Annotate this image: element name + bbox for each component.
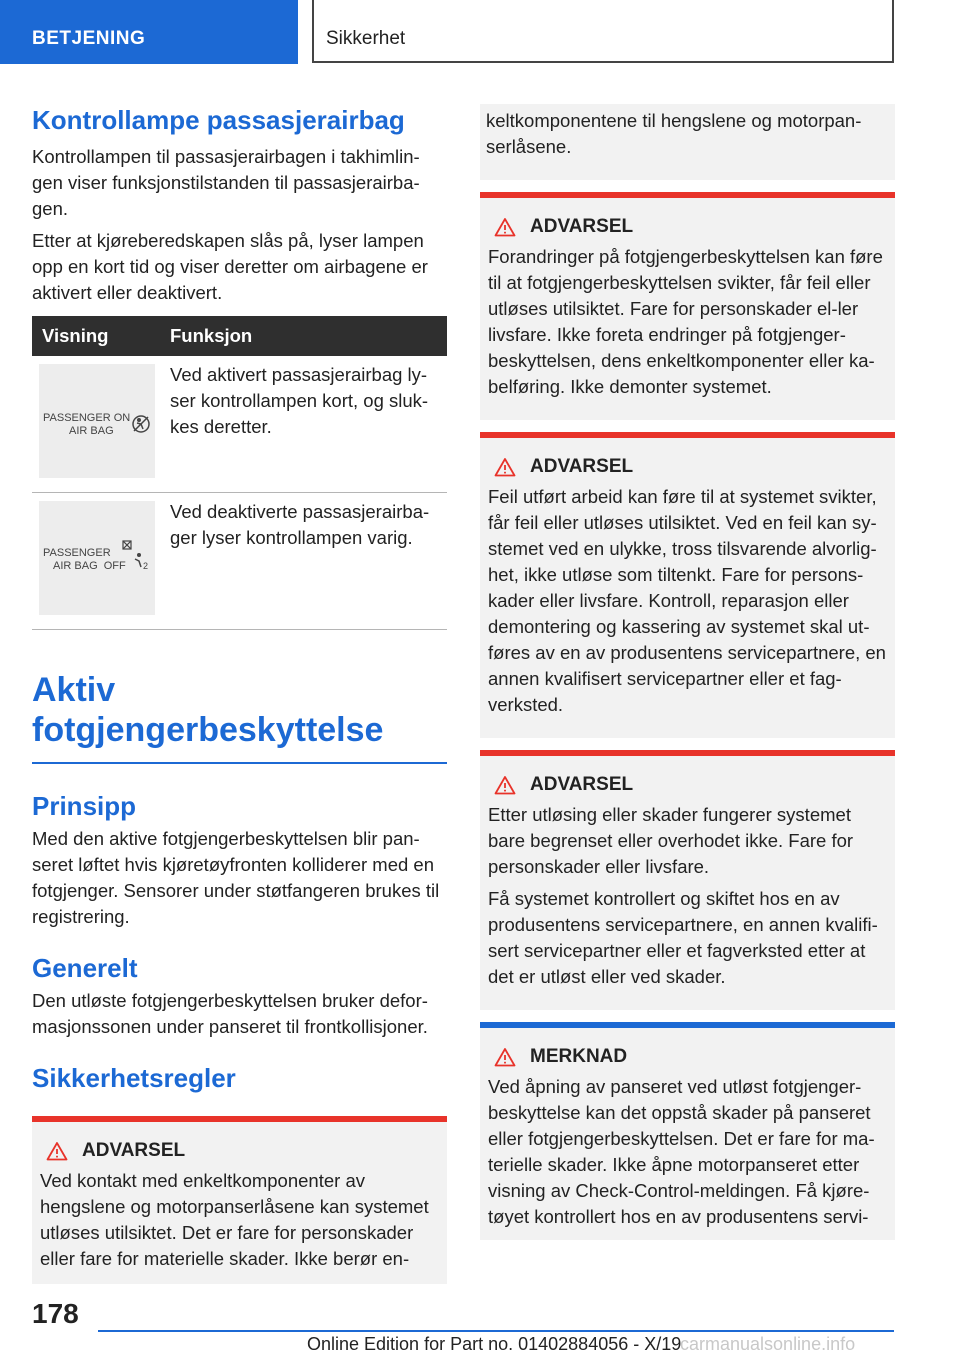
lamp-text-line2: AIR BAG OFF [53,560,126,572]
warning-text: Feil utført arbeid kan føre til at systemet svikter, får feil eller utløses utilsiktet. Ved en feil kan sy-stemet ved en ulykke, tross tilsvarende alvorlig-het, ikke utløse som tiltenkt. Fare for persons-kader eller livsfare. Kontroll, reparasjon eller demontering og kassering av systemet skal ut-føres av en av produsentens servicepartnere, en annen kvalifisert servicepartner eller et fag-verksted. [488,486,886,715]
footer-watermark: carmanualsonline.info [680,1334,856,1354]
airbag-off-icon [121,539,151,573]
warning-box [480,432,895,738]
warning-text: Ved kontakt med enkeltkomponenter av hengslene og motorpanserlåsene kan systemet utløses utilsiktet. Det er fare for personskader eller fare for materielle skader. Ikke berør en- [40,1170,429,1269]
warning-box [480,750,895,1010]
lamp-text-line1: PASSENGER ON [43,412,131,424]
warning-triangle-icon [494,775,516,795]
chapter-label: BETJENING [32,28,146,49]
lamp-text-line2: AIR BAG [69,425,114,437]
footer-rule [98,1330,894,1332]
indicator-table [32,316,447,630]
left-column [32,104,447,1284]
warning-text-2: Få systemet kontrollert og skiftet hos en av produsentens servicepartnere, en annen kvalifi-sert servicepartner eller et fagverksted etter at det er utløst eller ved skader. [488,888,878,987]
warning-title: ADVARSEL [82,1140,186,1161]
airbag-on-icon [131,414,151,434]
airbag-paragraph-2: Etter at kjøreberedskapen slås på, lyser lampen opp en kort tid og viser deretter om airbagene er aktivert eller deaktivert. [32,230,428,303]
pedestrian-protection-heading: Aktiv fotgjengerbeskyttelse [32,670,447,764]
warning-triangle-icon [494,1047,516,1067]
airbag-on-lamp-image [39,364,155,478]
lamp-text-line1: PASSENGER [43,547,111,559]
note-text: Ved åpning av panseret ved utløst fotgjenger-beskyttelse kan det oppstå skader på panseret eller fotgjengerbeskyttelsen. Det er fare for ma-terielle skader. Ikke åpne motorpanseret etter visning av Check-Control-meldingen. Få kjøre-tøyet kontrollert hos en av produsentens servi- [488,1076,875,1227]
table-cell-function: Ved aktivert passasjerairbag ly-ser kontrollampen kort, og sluk-kes deretter. [170,364,429,437]
svg-text:2: 2 [143,561,149,571]
note-box [480,1022,895,1240]
footer-edition: Online Edition for Part no. 01402884056 - X/19 [307,1334,682,1354]
continuation-text: keltkomponentene til hengslene og motorpan-serlåsene. [486,110,862,157]
table-header-display: Visning [42,325,109,346]
page-number: 178 [32,1298,79,1329]
warning-triangle-icon [494,217,516,237]
warning-triangle-icon [46,1141,68,1161]
airbag-paragraph-1: Kontrollampen til passasjerairbagen i takhimlin-gen viser funksjonstilstanden til passasjerairba-gen. [32,146,420,219]
warning-box [480,192,895,420]
warning-box [32,1116,447,1284]
airbag-lamp-heading: Kontrollampe passasjerairbag [32,105,405,135]
warning-title: ADVARSEL [530,216,634,237]
warning-text-1: Etter utløsing eller skader fungerer systemet bare begrenset eller overhodet ikke. Fare for personskader eller livsfare. [488,804,854,877]
airbag-off-lamp-image [39,501,155,615]
section-label: Sikkerhet [326,28,406,49]
general-heading: Generelt [32,953,138,983]
warning-text: Forandringer på fotgjengerbeskyttelsen kan føre til at fotgjengerbeskyttelsen svikter, får feil eller utløses utilsiktet. Fare for personskader el-ler livsfare. Ikke foreta endringer på fotgjenger-beskyttelsen, dens enkeltkomponenter eller ka-belføring. Ikke demonter systemet. [488,246,883,397]
safety-rules-heading: Sikkerhetsregler [32,1063,236,1093]
warning-triangle-icon [494,457,516,477]
right-column [480,104,895,1240]
warning-title: ADVARSEL [530,774,634,795]
note-title: MERKNAD [530,1046,628,1067]
table-row [32,493,447,630]
table-header [32,316,447,356]
table-row [32,356,447,493]
principle-heading: Prinsipp [32,791,137,821]
principle-text: Med den aktive fotgjengerbeskyttelsen blir pan-seret løftet hvis kjøretøyfronten kolliderer med en fotgjenger. Sensorer under støtfangeren brukes til registrering. [32,828,440,927]
table-cell-function: Ved deaktiverte passasjerairba-ger lyser kontrollampen varig. [170,501,430,548]
table-header-function: Funksjon [170,325,253,346]
general-text: Den utløste fotgjengerbeskyttelsen bruker defor-masjonssonen under panseret til frontkollisjoner. [32,990,428,1037]
warning-continuation [480,104,895,180]
warning-title: ADVARSEL [530,456,634,477]
